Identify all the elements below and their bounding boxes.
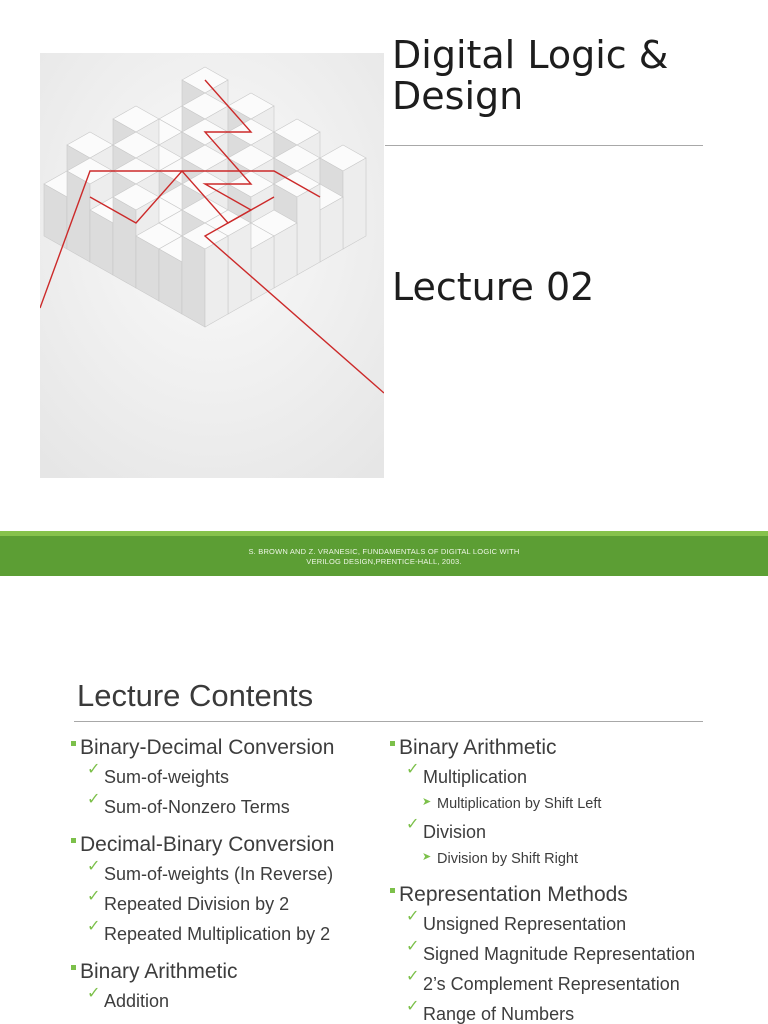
cube-face xyxy=(205,236,228,327)
subtopic-item xyxy=(70,762,388,792)
topic-label: Binary Arithmetic xyxy=(80,960,238,983)
subtopic-item xyxy=(389,969,729,999)
checkmark-icon: ✓ xyxy=(406,938,420,955)
subtopic-label: Addition xyxy=(104,991,170,1011)
footer-citation xyxy=(0,547,768,567)
checkmark-icon: ✓ xyxy=(406,998,420,1015)
square-bullet-icon xyxy=(390,888,395,893)
checkmark-icon: ✓ xyxy=(406,816,420,833)
subtopic-item xyxy=(70,919,388,949)
checkmark-icon: ✓ xyxy=(87,858,101,875)
checkmark-icon: ✓ xyxy=(87,985,101,1002)
right-column xyxy=(389,734,729,1024)
title-divider xyxy=(385,145,703,146)
detail-item xyxy=(389,792,729,817)
topic-label: Binary-Decimal Conversion xyxy=(80,736,335,759)
topic-item xyxy=(70,958,388,986)
cube-circuit-illustration xyxy=(40,53,384,478)
subtopic-label: Range of Numbers xyxy=(423,1004,575,1024)
subtopic-label: Sum-of-weights (In Reverse) xyxy=(104,864,334,884)
subtopic-item xyxy=(389,999,729,1024)
checkmark-icon: ✓ xyxy=(406,908,420,925)
square-bullet-icon xyxy=(71,741,76,746)
slide-title: Digital Logic & Design xyxy=(392,33,669,118)
subtopic-label: Sum-of-weights xyxy=(104,767,230,787)
subtopic-item xyxy=(389,939,729,969)
subtopic-label: Signed Magnitude Representation xyxy=(423,944,696,964)
topic-label: Representation Methods xyxy=(399,883,628,906)
cube-face xyxy=(67,171,90,262)
footer-band xyxy=(0,531,768,576)
cube-face xyxy=(343,158,366,249)
cube-face xyxy=(113,197,136,288)
citation-line-2: VERILOG DESIGN,PRENTICE-HALL, 2003. xyxy=(306,557,462,566)
subtopic-item xyxy=(70,889,388,919)
checkmark-icon: ✓ xyxy=(87,761,101,778)
subtopic-label: Repeated Multiplication by 2 xyxy=(104,924,331,944)
topic-label: Binary Arithmetic xyxy=(399,736,557,759)
cube-face xyxy=(228,223,251,314)
checkmark-icon: ✓ xyxy=(87,888,101,905)
subtopic-item xyxy=(70,986,388,1016)
subtopic-item xyxy=(70,792,388,822)
contents-title: Lecture Contents xyxy=(77,678,314,713)
subtopic-label: Sum-of-Nonzero Terms xyxy=(104,797,290,817)
square-bullet-icon xyxy=(390,741,395,746)
arrowhead-icon: ➤ xyxy=(422,851,432,863)
subtopic-label: Multiplication xyxy=(423,767,528,787)
cube-face xyxy=(182,236,205,327)
cube-face xyxy=(297,184,320,275)
topic-item xyxy=(70,831,388,859)
subtopic-item xyxy=(389,762,729,792)
lecture-number: Lecture 02 xyxy=(392,265,595,309)
detail-item xyxy=(389,847,729,872)
topic-label: Decimal-Binary Conversion xyxy=(80,833,335,856)
footer-highlight-stripe xyxy=(0,531,768,536)
checkmark-icon: ✓ xyxy=(87,918,101,935)
subtopic-label: Unsigned Representation xyxy=(423,914,627,934)
citation-line-1: S. BROWN AND Z. VRANESIC, FUNDAMENTALS OF DIGITAL LOGIC WITH xyxy=(248,547,520,556)
subtopic-label: Division xyxy=(423,822,487,842)
subtopic-item xyxy=(389,817,729,847)
subtopic-item xyxy=(389,909,729,939)
contents-divider xyxy=(74,721,703,722)
checkmark-icon: ✓ xyxy=(406,968,420,985)
checkmark-icon: ✓ xyxy=(406,761,420,778)
square-bullet-icon xyxy=(71,838,76,843)
topic-item xyxy=(389,734,729,762)
topic-item xyxy=(389,881,729,909)
topic-item xyxy=(70,734,388,762)
subtopic-label: Repeated Division by 2 xyxy=(104,894,290,914)
detail-label: Multiplication by Shift Left xyxy=(437,796,602,812)
subtopic-label: 2’s Complement Representation xyxy=(423,974,680,994)
left-column xyxy=(70,734,388,1016)
arrowhead-icon: ➤ xyxy=(422,796,432,808)
contents-slide xyxy=(0,576,768,1024)
subtopic-item xyxy=(70,859,388,889)
detail-label: Division by Shift Right xyxy=(437,851,579,867)
checkmark-icon: ✓ xyxy=(87,791,101,808)
square-bullet-icon xyxy=(71,965,76,970)
cube-circuit-image xyxy=(40,53,384,478)
